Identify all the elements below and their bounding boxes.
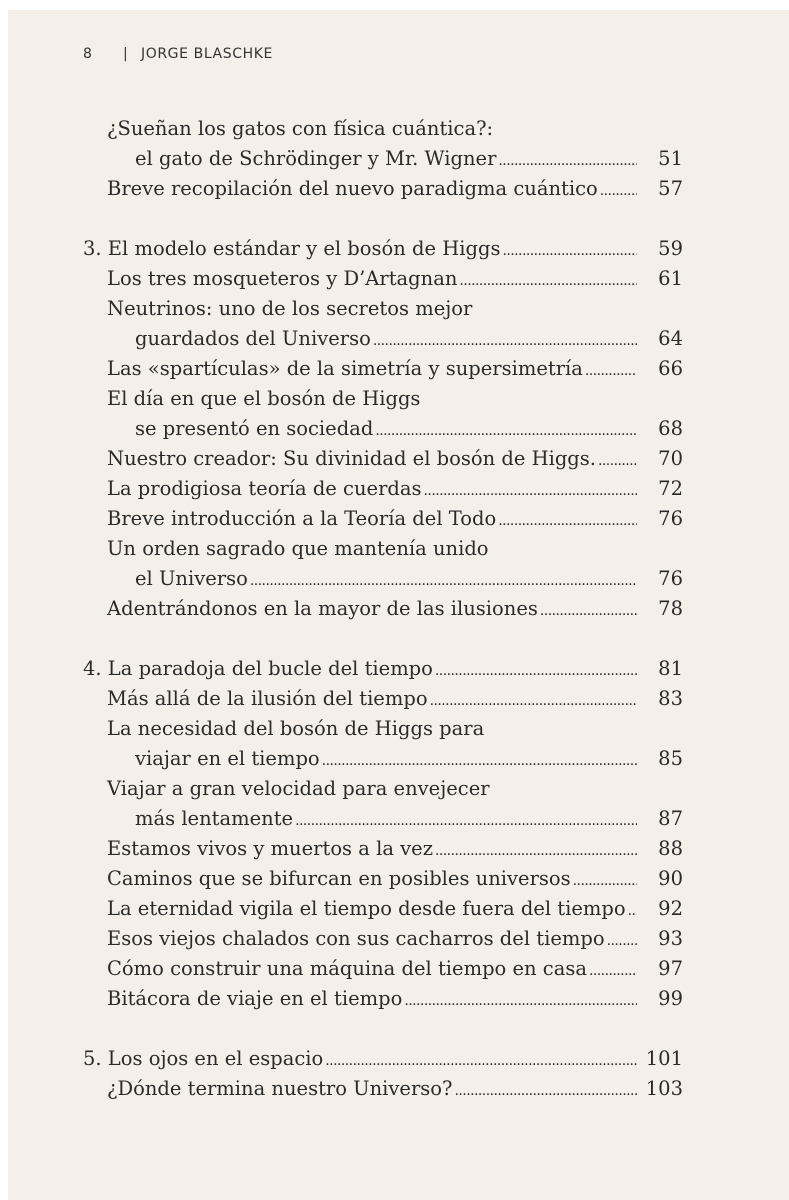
- toc-entry: [107, 714, 683, 744]
- toc-entry-page: 85: [658, 747, 683, 770]
- toc-entry-title: Las «spartículas» de la simetría y supersimetría: [107, 357, 583, 380]
- dot-leader: [502, 234, 637, 266]
- toc-entry-title: ¿Sueñan los gatos con física cuántica?:: [107, 117, 494, 140]
- toc-entry-title: Cómo construir una máquina del tiempo en casa: [107, 957, 587, 980]
- toc-entry: [107, 954, 683, 984]
- toc-entry-title: Neutrinos: uno de los secretos mejor: [107, 297, 473, 320]
- toc-entry-title: Caminos que se bifurcan en posibles universos: [107, 867, 571, 890]
- dot-leader: [325, 1044, 637, 1076]
- toc-entry-page: 93: [658, 927, 683, 950]
- toc-entry-page: 83: [658, 687, 683, 710]
- toc-entry: [135, 414, 683, 444]
- dot-leader: [600, 174, 637, 206]
- toc-entry-title: más lentamente: [135, 807, 294, 830]
- toc-entry: [107, 384, 683, 414]
- dot-leader: [585, 354, 637, 386]
- dot-leader: [424, 474, 637, 506]
- toc-entry-title: el Universo: [135, 567, 248, 590]
- toc-entry-page: 88: [658, 837, 683, 860]
- toc-entry: [107, 474, 683, 504]
- header-separator: |: [123, 46, 129, 62]
- toc-entry: [107, 594, 683, 624]
- toc-entry-page: 87: [658, 807, 683, 830]
- toc-entry-page: 51: [658, 147, 683, 170]
- toc-entry-title: 5. Los ojos en el espacio: [83, 1047, 324, 1070]
- toc-entry-title: 4. La paradoja del bucle del tiempo: [83, 657, 433, 680]
- toc-entry-page: 70: [658, 447, 683, 470]
- toc-entry: [107, 864, 683, 894]
- toc-entry: [107, 354, 683, 384]
- toc-entry-page: 101: [645, 1047, 683, 1070]
- dot-leader: [455, 1074, 638, 1106]
- dot-leader: [589, 954, 637, 986]
- toc-entry-title: Los tres mosqueteros y D’Artagnan: [107, 267, 458, 290]
- dot-leader: [628, 894, 637, 926]
- toc-entry: [107, 114, 683, 144]
- toc-entry-page: 103: [645, 1077, 683, 1100]
- toc-entry: [107, 1074, 683, 1104]
- toc-entry-title: Breve recopilación del nuevo paradigma cuántico: [107, 177, 598, 200]
- toc-entry: [107, 924, 683, 954]
- dot-leader: [373, 324, 637, 356]
- page-number: 8: [83, 46, 93, 62]
- toc-entry-page: 99: [658, 987, 683, 1010]
- dot-leader: [322, 744, 637, 776]
- toc-entry: [107, 534, 683, 564]
- toc-entry-title: guardados del Universo: [135, 327, 371, 350]
- toc-entry-title: Adentrándonos en la mayor de las ilusiones: [107, 597, 538, 620]
- author-name: JORGE BLASCHKE: [141, 46, 273, 62]
- toc-entry: [107, 444, 683, 474]
- toc-entry-title: Esos viejos chalados con sus cacharros del tiempo: [107, 927, 605, 950]
- toc-entry-title: La eternidad vigila el tiempo desde fuera del tiempo: [107, 897, 626, 920]
- toc-entry-title: se presentó en sociedad: [135, 417, 374, 440]
- toc-entry-title: 3. El modelo estándar y el bosón de Higgs: [83, 237, 501, 260]
- toc-entry-title: Más allá de la ilusión del tiempo: [107, 687, 428, 710]
- dot-leader: [459, 264, 637, 296]
- toc-entry-title: Un orden sagrado que mantenía unido: [107, 537, 489, 560]
- toc-entry: [107, 774, 683, 804]
- toc-chapter: [83, 234, 683, 264]
- dot-leader: [435, 834, 637, 866]
- toc-entry-title: Breve introducción a la Teoría del Todo: [107, 507, 497, 530]
- toc-entry: [107, 894, 683, 924]
- dot-leader: [430, 684, 637, 716]
- toc-entry-page: 92: [658, 897, 683, 920]
- toc-entry-page: 61: [658, 267, 683, 290]
- dot-leader: [435, 654, 637, 686]
- dot-leader: [598, 444, 637, 476]
- toc-entry: [135, 144, 683, 174]
- toc-entry: [135, 804, 683, 834]
- toc-entry-page: 66: [658, 357, 683, 380]
- dot-leader: [498, 504, 637, 536]
- toc-entry-title: el gato de Schrödinger y Mr. Wigner: [135, 147, 497, 170]
- toc-entry-title: Estamos vivos y muertos a la vez: [107, 837, 433, 860]
- toc-entry-page: 72: [658, 477, 683, 500]
- toc-entry-title: Nuestro creador: Su divinidad el bosón de Higgs.: [107, 447, 596, 470]
- toc-entry-page: 81: [658, 657, 683, 680]
- dot-leader: [295, 804, 637, 836]
- toc-entry: [107, 174, 683, 204]
- toc-entry-title: ¿Dónde termina nuestro Universo?: [107, 1077, 453, 1100]
- toc-chapter: [83, 654, 683, 684]
- toc-entry: [107, 984, 683, 1014]
- toc-entry-page: 78: [658, 597, 683, 620]
- toc-entry-page: 57: [658, 177, 683, 200]
- toc-entry-page: 90: [658, 867, 683, 890]
- dot-leader: [498, 144, 637, 176]
- toc-entry-page: 97: [658, 957, 683, 980]
- toc-entry: [135, 564, 683, 594]
- toc-entry-title: La necesidad del bosón de Higgs para: [107, 717, 485, 740]
- toc-entry-page: 59: [658, 237, 683, 260]
- dot-leader: [404, 984, 637, 1016]
- running-header: [83, 46, 273, 62]
- dot-leader: [607, 924, 637, 956]
- dot-leader: [375, 414, 637, 446]
- toc-entry: [135, 744, 683, 774]
- toc-entry-title: El día en que el bosón de Higgs: [107, 387, 421, 410]
- toc-entry-title: viajar en el tiempo: [135, 747, 320, 770]
- toc-entry-page: 76: [658, 507, 683, 530]
- toc-entry-page: 76: [658, 567, 683, 590]
- toc-entry: [107, 264, 683, 294]
- toc-entry-title: La prodigiosa teoría de cuerdas: [107, 477, 422, 500]
- toc-entry-title: Bitácora de viaje en el tiempo: [107, 987, 403, 1010]
- toc-entry: [107, 504, 683, 534]
- toc-chapter: [83, 1044, 683, 1074]
- toc-entry-page: 68: [658, 417, 683, 440]
- toc-entry-title: Viajar a gran velocidad para envejecer: [107, 777, 490, 800]
- dot-leader: [250, 564, 637, 596]
- toc-entry: [135, 324, 683, 354]
- toc-entry: [107, 684, 683, 714]
- toc-entry-page: 64: [658, 327, 683, 350]
- toc-entry: [107, 834, 683, 864]
- dot-leader: [573, 864, 637, 896]
- toc-entry: [107, 294, 683, 324]
- dot-leader: [540, 594, 637, 626]
